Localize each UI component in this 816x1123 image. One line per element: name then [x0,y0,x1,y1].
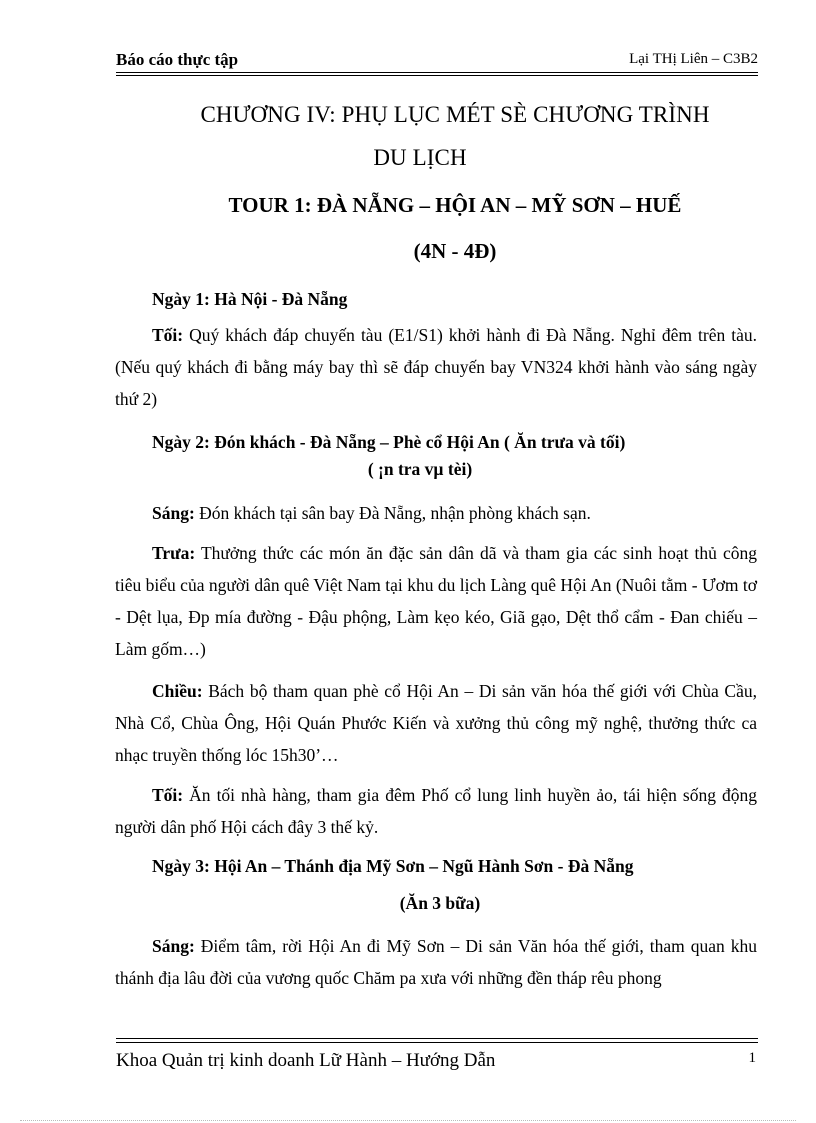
day2-morning-paragraph [115,497,757,529]
day2-noon-text: Thưởng thức các món ăn đặc sản dân dã và tham gia các sinh hoạt thủ công tiêu biểu của người dân quê Việt Nam tại khu du lịch Làng quê Hội An (Nuôi tằm - Ươm tơ - Dệt lụa, Đp mía đường - Đậu phộng, Làm kẹo kéo, Giã gạo, Dệt thổ cẩm - Đan chiếu – Làm gốm…) [115,543,757,659]
chapter-title-line2: DU LỊCH [373,145,467,170]
day1-evening-text: Quý khách đáp chuyến tàu (E1/S1) khởi hành đi Đà Nẵng. Nghỉ đêm trên tàu. (Nếu quý khách đi bằng máy bay thì sẽ đáp chuyến bay VN324 khởi hành vào sáng ngày thứ 2) [115,325,757,409]
day2-evening-label: Tối: [152,785,184,805]
page-number: 1 [748,1050,756,1066]
header-report-title: Báo cáo thực tập [116,50,239,69]
page-header [116,48,758,74]
day2-noon-paragraph [115,537,757,665]
day2-morning-label: Sáng: [152,503,195,523]
day2-evening-paragraph [115,779,757,843]
day2-subheading: ( ¡n tra vµ tèi) [367,459,473,479]
tour-title: TOUR 1: ĐÀ NẴNG – HỘI AN – MỸ SƠN – HUẾ [228,193,682,217]
day2-evening-text: Ăn tối nhà hàng, tham gia đêm Phố cổ lung linh huyền ảo, tái hiện sống động người dân phố Hội cách đây 3 thế kỷ. [115,785,757,837]
chapter-title-line1: CHƯƠNG IV: PHỤ LỤC MÉT SÈ CHƯƠNG TRÌNH [200,102,710,127]
day1-evening-paragraph [115,319,757,415]
day3-morning-paragraph [115,930,757,994]
day2-afternoon-paragraph [115,675,757,771]
footer-rule [116,1042,758,1043]
day2-heading: Ngày 2: Đón khách - Đà Nẵng – Phè cổ Hội An ( Ăn trưa và tối) [152,432,626,452]
day2-morning-text: Đón khách tại sân bay Đà Nẵng, nhận phòng khách sạn. [194,503,591,523]
day1-heading: Ngày 1: Hà Nội - Đà Nẵng [152,289,348,309]
footer-department: Khoa Quản trị kinh doanh Lữ Hành – Hướng Dẫn [116,1050,496,1071]
page-boundary-line [20,1120,796,1121]
header-rule [116,72,758,73]
day1-evening-label: Tối: [152,325,184,345]
day2-afternoon-text: Bách bộ tham quan phè cổ Hội An – Di sản văn hóa thế giới với Chùa Cầu, Nhà Cổ, Chùa Ông, Hội Quán Phước Kiến và xưởng thủ công mỹ nghệ, thưởng thức ca nhạc truyền thống lóc 15h30’… [115,681,757,765]
day3-subheading: (Ăn 3 bữa) [399,893,481,913]
header-rule [116,75,758,76]
day2-afternoon-label: Chiều: [152,681,203,701]
day3-heading: Ngày 3: Hội An – Thánh địa Mỹ Sơn – Ngũ Hành Sơn - Đà Nẵng [152,856,634,876]
day3-morning-text: Điểm tâm, rời Hội An đi Mỹ Sơn – Di sản Văn hóa thế giới, tham quan khu thánh địa lâu đời của vương quốc Chăm pa xưa với những đền tháp rêu phong [115,936,757,988]
day3-morning-label: Sáng: [152,936,195,956]
tour-duration: (4N - 4Đ) [413,239,497,263]
header-author: Lại THị Liên – C3B2 [629,51,758,67]
footer-rule [116,1038,758,1039]
day2-noon-label: Trưa: [152,543,196,563]
